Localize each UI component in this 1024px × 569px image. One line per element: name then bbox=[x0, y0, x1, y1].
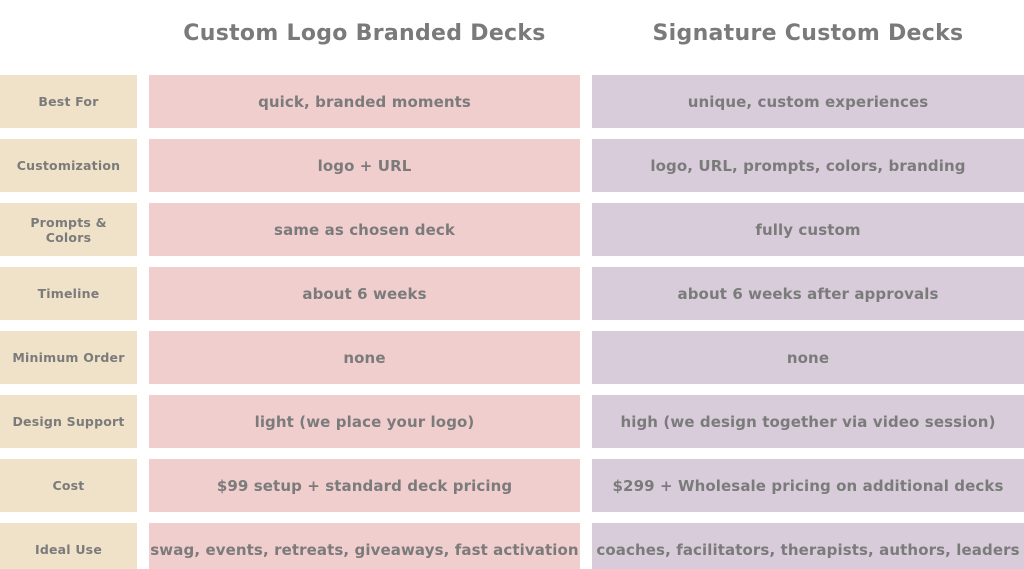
cell-signature-customization: logo, URL, prompts, colors, branding bbox=[592, 139, 1024, 192]
column-header-branded-decks: Custom Logo Branded Decks bbox=[183, 20, 546, 46]
row-label-best-for: Best For bbox=[0, 75, 137, 128]
cell-signature-ideal-use: coaches, facilitators, therapists, authors, leaders bbox=[592, 523, 1024, 569]
cell-branded-timeline: about 6 weeks bbox=[149, 267, 580, 320]
row-label-minimum-order: Minimum Order bbox=[0, 331, 137, 384]
row-label-cost: Cost bbox=[0, 459, 137, 512]
cell-signature-prompts-colors: fully custom bbox=[592, 203, 1024, 256]
cell-branded-prompts-colors: same as chosen deck bbox=[149, 203, 580, 256]
row-label-design-support: Design Support bbox=[0, 395, 137, 448]
cell-branded-best-for: quick, branded moments bbox=[149, 75, 580, 128]
cell-signature-minimum-order: none bbox=[592, 331, 1024, 384]
cell-signature-timeline: about 6 weeks after approvals bbox=[592, 267, 1024, 320]
cell-branded-design-support: light (we place your logo) bbox=[149, 395, 580, 448]
cell-branded-minimum-order: none bbox=[149, 331, 580, 384]
header-row bbox=[0, 0, 1024, 75]
row-label-ideal-use: Ideal Use bbox=[0, 523, 137, 569]
row-label-timeline: Timeline bbox=[0, 267, 137, 320]
cell-signature-best-for: unique, custom experiences bbox=[592, 75, 1024, 128]
cell-signature-cost: $299 + Wholesale pricing on additional decks bbox=[592, 459, 1024, 512]
comparison-grid bbox=[0, 75, 1024, 569]
row-label-prompts-colors: Prompts & Colors bbox=[0, 203, 137, 256]
cell-signature-design-support: high (we design together via video session) bbox=[592, 395, 1024, 448]
column-header-signature-decks: Signature Custom Decks bbox=[652, 20, 964, 46]
row-label-customization: Customization bbox=[0, 139, 137, 192]
cell-branded-customization: logo + URL bbox=[149, 139, 580, 192]
cell-branded-ideal-use: swag, events, retreats, giveaways, fast activation bbox=[149, 523, 580, 569]
cell-branded-cost: $99 setup + standard deck pricing bbox=[149, 459, 580, 512]
